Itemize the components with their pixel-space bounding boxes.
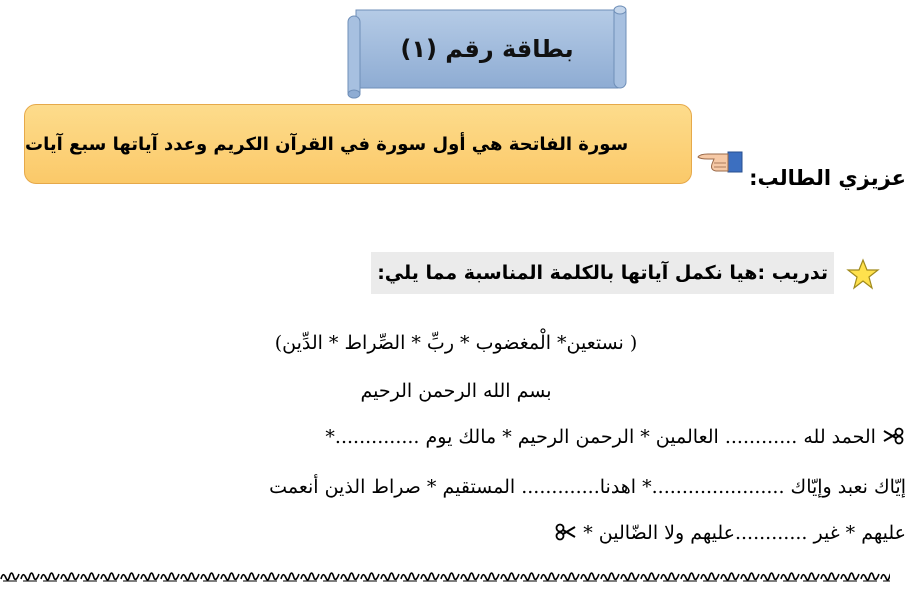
card-title: بطاقة رقم (١)	[400, 35, 574, 63]
verse-line-1-text: الحمد لله ............ العالمين * الرحمن الرحيم * مالك يوم ..............*	[325, 426, 876, 448]
basmala: بسم الله الرحمن الرحيم	[360, 380, 552, 402]
scissors-icon	[555, 523, 577, 546]
word-bank: ( نستعين* الْمغضوب * ربِّ * الصِّراط * الدِّين)	[274, 332, 638, 354]
exercise-prompt: تدريب :هيا نكمل آياتها بالكلمة المناسبة مما يلي:	[371, 252, 834, 294]
title-scroll-banner	[346, 4, 628, 102]
star-icon	[846, 258, 880, 294]
pointing-hand-icon	[694, 146, 744, 180]
verse-line-3	[555, 522, 906, 546]
decorative-border	[0, 567, 912, 585]
verse-line-2: إيّاك نعبد وإيّاك ......................* اهدنا............. المستقيم * صراط الذين أنعمت	[269, 476, 906, 498]
scissors-icon	[882, 427, 904, 450]
verse-line-1	[325, 426, 904, 450]
info-text: سورة الفاتحة هي أول سورة في القرآن الكريم وعدد آياتها سبع آيات	[25, 133, 629, 155]
greeting: عزيزي الطالب:	[749, 166, 906, 190]
info-box	[24, 104, 692, 184]
verse-line-3-text: عليهم * غير ............عليهم ولا الضّالين *	[583, 522, 906, 544]
